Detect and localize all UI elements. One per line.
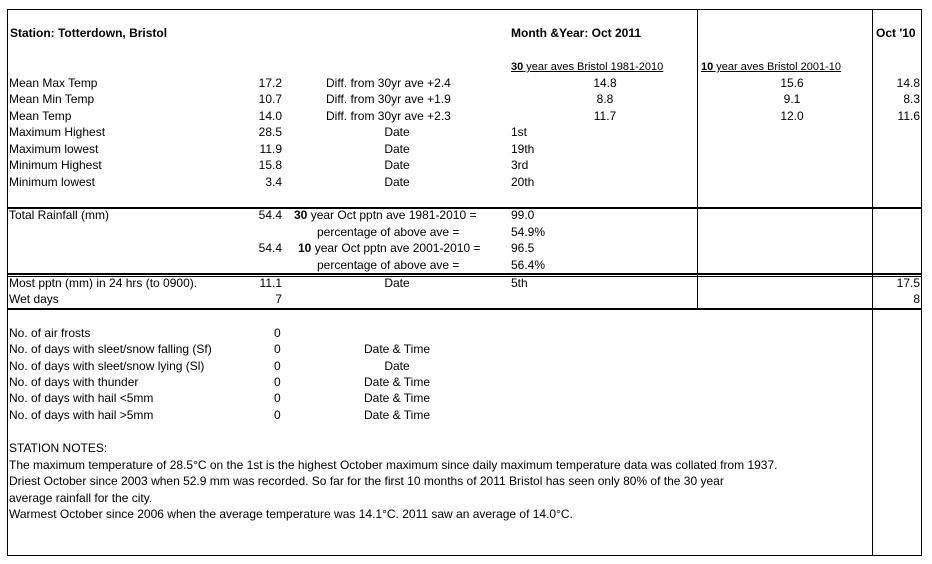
pptn-date-label: Date [384, 276, 410, 290]
extreme-date-label: Date [384, 142, 410, 156]
extreme-value: 28.5 [258, 125, 282, 139]
rainfall-30yr-ave: 99.0 [511, 208, 535, 222]
month-year-title: Month &Year: Oct 2011 [511, 26, 642, 40]
extreme-label: Maximum Highest [9, 125, 106, 139]
extreme-date: 20th [511, 175, 535, 189]
temp-label: Mean Min Temp [9, 92, 95, 106]
station-note-line: Warmest October since 2006 when the average temperature was 14.1°C. 2011 saw an average of 14.0°C. [9, 507, 573, 521]
rainfall-pct-10: 56.4% [511, 258, 546, 272]
extreme-date: 19th [511, 142, 535, 156]
extreme-label: Minimum lowest [9, 175, 96, 189]
count-label: No. of air frosts [9, 326, 91, 340]
pptn-value: 11.1 [259, 276, 282, 290]
extreme-date-label: Date [384, 125, 410, 139]
temp-ave10: 12.0 [780, 109, 804, 123]
divider-vertical-10yr [697, 10, 698, 310]
wet-days-label: Wet days [9, 292, 59, 306]
count-value: 0 [274, 326, 281, 340]
temp-ave30: 8.8 [596, 92, 614, 106]
extreme-label: Minimum Highest [9, 158, 102, 172]
temp-ave30: 14.8 [593, 76, 617, 90]
temp-ave10: 15.6 [780, 76, 804, 90]
extreme-value: 11.9 [259, 142, 282, 156]
temp-prev: 8.3 [903, 92, 920, 106]
count-value: 0 [274, 359, 281, 373]
count-label: No. of days with sleet/snow falling (Sf) [9, 342, 212, 356]
temp-ave30: 11.7 [593, 109, 617, 123]
wet-days-value: 7 [275, 292, 282, 306]
temp-label: Mean Temp [9, 109, 72, 123]
count-label: No. of days with hail >5mm [9, 408, 154, 422]
temp-value: 17.2 [258, 76, 282, 90]
rainfall-pct-label: percentage of above ave = [317, 258, 460, 272]
count-value: 0 [274, 342, 281, 356]
temp-prev: 14.8 [896, 76, 920, 90]
temp-value: 10.7 [258, 92, 282, 106]
rainfall-value: 54.4 [258, 208, 282, 222]
rainfall-30yr-caption: 30 year Oct pptn ave 1981-2010 = [294, 208, 477, 222]
count-label: No. of days with sleet/snow lying (Sl) [9, 359, 205, 373]
divider-counts-top [7, 308, 922, 310]
temp-diff: Diff. from 30yr ave +1.9 [326, 92, 451, 106]
extreme-date: 3rd [511, 158, 529, 172]
temp-diff: Diff. from 30yr ave +2.3 [326, 109, 451, 123]
temp-ave10: 9.1 [783, 92, 801, 106]
count-value: 0 [274, 408, 281, 422]
rainfall-pct-label: percentage of above ave = [317, 225, 460, 239]
temp-label: Mean Max Temp [9, 76, 98, 90]
count-date-label: Date & Time [363, 408, 431, 422]
count-date-label: Date & Time [363, 342, 431, 356]
rainfall-value-2: 54.4 [258, 241, 282, 255]
count-value: 0 [274, 375, 281, 389]
rainfall-10yr-caption: 10 year Oct pptn ave 2001-2010 = [298, 241, 481, 255]
count-value: 0 [274, 391, 281, 405]
ave30-heading: 30 year aves Bristol 1981-2010 [511, 61, 664, 73]
pptn-prev: 17.5 [896, 276, 920, 290]
wet-days-prev: 8 [913, 292, 920, 306]
extreme-value: 15.8 [258, 158, 282, 172]
rainfall-label: Total Rainfall (mm) [9, 208, 110, 222]
station-note-line: Driest October since 2003 when 52.9 mm was recorded. So far for the first 10 months of 2011 Bristol has seen only 80% of the 30 year [9, 474, 724, 488]
count-date-label: Date & Time [363, 375, 431, 389]
temp-value: 14.0 [258, 109, 282, 123]
count-date-label: Date [384, 359, 410, 373]
temp-prev: 11.6 [897, 109, 920, 123]
prev-year-title: Oct '10 [876, 26, 916, 40]
count-label: No. of days with thunder [9, 375, 139, 389]
station-note-line: average rainfall for the city. [9, 491, 153, 505]
station-note-line: The maximum temperature of 28.5°C on the 1st is the highest October maximum since daily maximum temperature data was collated from 1937. [9, 458, 778, 472]
rainfall-pct-30: 54.9% [511, 225, 546, 239]
station-notes-title: STATION NOTES: [9, 441, 108, 455]
extreme-date: 1st [511, 125, 528, 139]
count-label: No. of days with hail <5mm [9, 391, 154, 405]
extreme-date-label: Date [384, 175, 410, 189]
temp-diff: Diff. from 30yr ave +2.4 [326, 76, 451, 90]
ave10-heading: 10 year aves Bristol 2001-10 [701, 61, 842, 73]
station-title: Station: Totterdown, Bristol [10, 26, 168, 40]
pptn-date: 5th [511, 276, 528, 290]
extreme-value: 3.4 [265, 175, 282, 189]
pptn-label: Most pptn (mm) in 24 hrs (to 0900). [9, 276, 198, 290]
count-date-label: Date & Time [363, 391, 431, 405]
extreme-label: Maximum lowest [9, 142, 99, 156]
rainfall-10yr-ave: 96.5 [511, 241, 535, 255]
extreme-date-label: Date [384, 158, 410, 172]
